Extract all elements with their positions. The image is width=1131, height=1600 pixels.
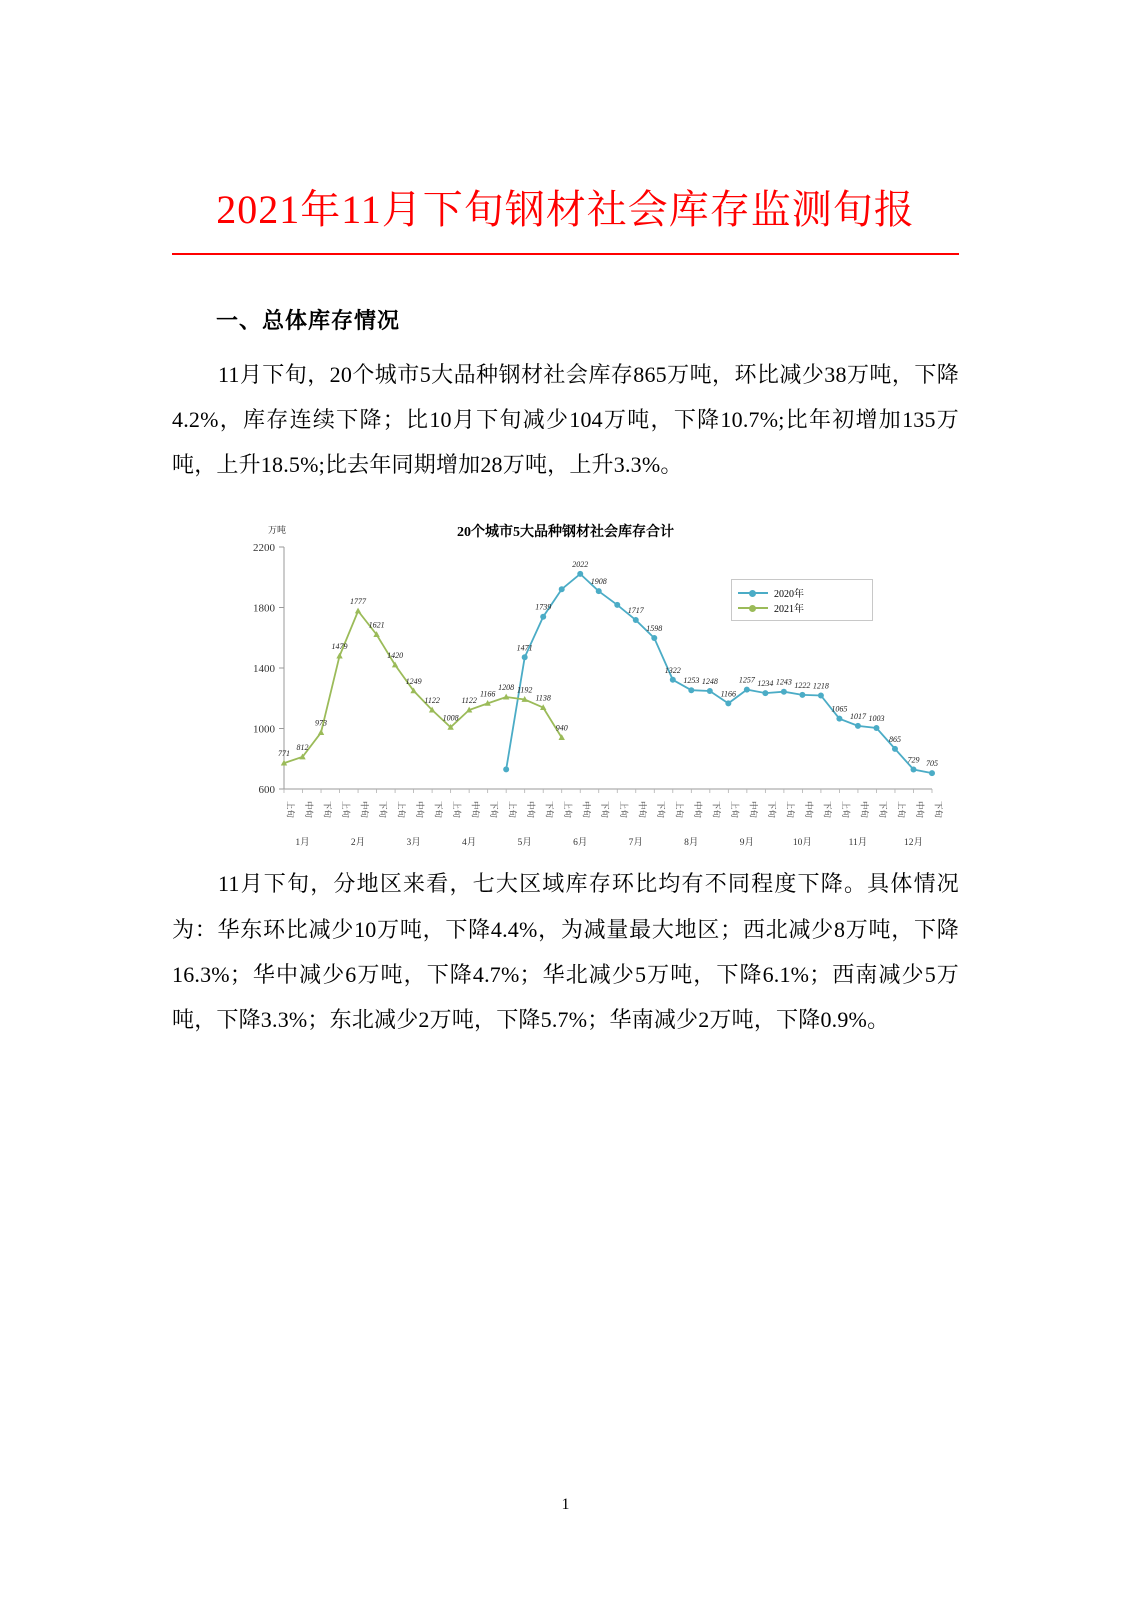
svg-text:1192: 1192 [516,685,533,695]
svg-text:2022: 2022 [572,560,589,570]
svg-text:1166: 1166 [479,689,496,699]
svg-text:上旬: 上旬 [563,801,574,819]
svg-text:1065: 1065 [831,705,848,715]
svg-text:1621: 1621 [368,621,385,631]
svg-text:中旬: 中旬 [692,801,703,819]
svg-text:上旬: 上旬 [896,801,907,819]
svg-text:中旬: 中旬 [470,801,481,819]
svg-text:上旬: 上旬 [341,801,352,819]
svg-text:下旬: 下旬 [877,801,888,819]
svg-text:1253: 1253 [683,676,700,686]
svg-text:1月: 1月 [295,838,310,848]
svg-text:1008: 1008 [442,713,459,723]
svg-text:5月: 5月 [517,838,532,848]
svg-text:上旬: 上旬 [452,801,463,819]
svg-text:2月: 2月 [350,838,366,848]
svg-text:940: 940 [555,724,568,734]
svg-text:1208: 1208 [498,683,515,693]
svg-text:下旬: 下旬 [933,801,944,819]
svg-text:9月: 9月 [739,838,754,848]
legend-label-2021: 2021年 [774,604,804,616]
legend-swatch-2021-icon [738,607,768,609]
svg-text:1322: 1322 [664,666,681,676]
svg-text:6月: 6月 [573,838,588,848]
svg-text:4月: 4月 [462,838,477,848]
svg-text:中旬: 中旬 [359,801,370,819]
section-heading: 一、总体库存情况 [216,308,401,333]
svg-text:中旬: 中旬 [914,801,925,819]
svg-text:下旬: 下旬 [489,801,500,819]
svg-text:973: 973 [315,719,328,729]
svg-text:812: 812 [296,743,309,753]
legend-item-2020 [738,585,866,600]
chart-legend [731,579,873,621]
title-divider [172,253,959,255]
svg-text:2200: 2200 [253,542,275,555]
svg-text:1122: 1122 [461,696,477,706]
svg-text:下旬: 下旬 [822,801,833,819]
svg-text:中旬: 中旬 [415,801,426,819]
svg-text:1739: 1739 [535,603,552,613]
svg-text:771: 771 [278,749,290,759]
svg-text:上旬: 上旬 [785,801,796,819]
svg-text:下旬: 下旬 [600,801,611,819]
svg-text:1800: 1800 [253,602,275,615]
chart-title: 20个城市5大品种钢材社会库存合计 [457,525,674,541]
svg-text:7月: 7月 [628,838,643,848]
svg-text:下旬: 下旬 [544,801,555,819]
svg-text:上旬: 上旬 [618,801,629,819]
svg-text:1218: 1218 [812,681,829,691]
svg-text:中旬: 中旬 [581,801,592,819]
svg-text:1243: 1243 [775,678,792,688]
svg-text:下旬: 下旬 [322,801,333,819]
svg-text:3月: 3月 [406,838,421,848]
svg-text:下旬: 下旬 [766,801,777,819]
svg-text:中旬: 中旬 [803,801,814,819]
svg-text:600: 600 [258,784,275,797]
svg-text:1234: 1234 [757,679,774,689]
svg-text:1471: 1471 [516,643,533,653]
svg-text:1777: 1777 [350,597,367,607]
svg-text:1257: 1257 [738,676,755,686]
legend-swatch-2020-icon [738,592,768,594]
svg-text:上旬: 上旬 [729,801,740,819]
svg-text:1017: 1017 [849,712,866,722]
svg-text:中旬: 中旬 [859,801,870,819]
chart-unit-label: 万吨 [268,525,287,536]
svg-text:下旬: 下旬 [378,801,389,819]
svg-text:1420: 1420 [387,651,404,661]
svg-text:865: 865 [888,735,901,745]
svg-text:10月: 10月 [792,838,812,848]
chart-canvas [172,517,959,847]
svg-text:下旬: 下旬 [711,801,722,819]
svg-text:11月: 11月 [848,838,868,848]
svg-text:上旬: 上旬 [840,801,851,819]
inventory-line-chart [172,517,959,847]
svg-text:1479: 1479 [331,642,348,652]
svg-text:上旬: 上旬 [396,801,407,819]
svg-text:中旬: 中旬 [526,801,537,819]
paragraph-overall-inventory: 11月下旬，20个城市5大品种钢材社会库存865万吨，环比减少38万吨，下降4.2%，库存连续下降；比10月下旬减少104万吨，下降10.7%;比年初增加135万吨，上升18.5%;比去年同期增加28万吨，上升3.3%。 [172,362,959,478]
svg-text:1138: 1138 [535,694,551,704]
svg-text:1598: 1598 [646,624,663,634]
page-title: 2021年11月下旬钢材社会库存监测旬报 [216,187,915,232]
svg-text:1400: 1400 [253,663,275,676]
svg-text:1003: 1003 [868,714,885,724]
svg-text:1122: 1122 [424,696,440,706]
svg-text:1166: 1166 [720,689,737,699]
legend-item-2021 [738,600,866,615]
paragraph-regional-inventory: 11月下旬，分地区来看，七大区域库存环比均有不同程度下降。具体情况为：华东环比减少10万吨，下降4.4%，为减量最大地区；西北减少8万吨，下降16.3%；华中减少6万吨，下降4.7%；华北减少5万吨，下降6.1%；西南减少5万吨，下降3.3%；东北减少2万吨，下降5.7%；华南减少2万吨，下降0.9%。 [172,871,959,1032]
svg-text:上旬: 上旬 [674,801,685,819]
svg-text:8月: 8月 [684,838,699,848]
svg-text:下旬: 下旬 [433,801,444,819]
svg-text:下旬: 下旬 [655,801,666,819]
svg-text:1717: 1717 [627,606,644,616]
svg-text:705: 705 [926,759,938,769]
svg-text:1000: 1000 [253,723,275,736]
svg-text:1222: 1222 [794,681,811,691]
svg-text:12月: 12月 [903,838,923,848]
page-number: 1 [561,1496,570,1513]
svg-text:上旬: 上旬 [507,801,518,819]
svg-text:1248: 1248 [701,677,718,687]
svg-text:1908: 1908 [590,577,607,587]
legend-label-2020: 2020年 [774,589,804,601]
svg-text:729: 729 [907,755,920,765]
svg-text:中旬: 中旬 [304,801,315,819]
svg-text:1249: 1249 [405,677,422,687]
svg-text:中旬: 中旬 [748,801,759,819]
svg-text:中旬: 中旬 [637,801,648,819]
svg-text:上旬: 上旬 [285,801,296,819]
